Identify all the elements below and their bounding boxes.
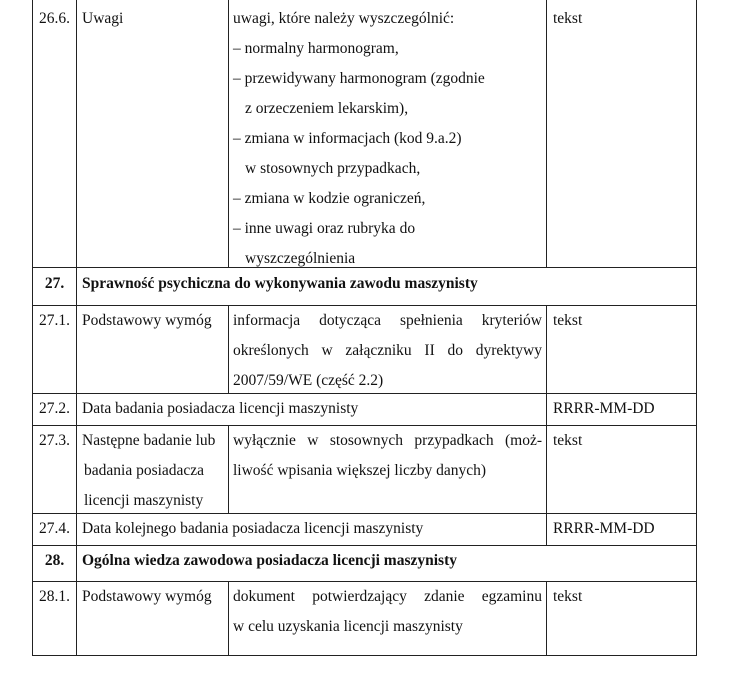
table-row xyxy=(33,582,696,656)
field-name-line: licencji maszynisty xyxy=(84,492,204,509)
field-name: Podstawowy wymóg xyxy=(77,306,229,393)
field-name-line: badania posiadacza xyxy=(84,462,205,479)
field-description xyxy=(229,582,547,656)
field-name: Podstawowy wymóg xyxy=(77,582,229,656)
field-name: Data kolejnego badania posiadacza licencji maszynisty xyxy=(77,514,547,545)
field-name: Uwagi xyxy=(77,0,229,267)
description-line: – zmiana w kodzie ograniczeń, xyxy=(233,190,426,207)
field-description xyxy=(229,426,547,513)
row-number: 27.1. xyxy=(33,306,77,393)
field-description xyxy=(229,306,547,393)
description-line: w celu uzyskania licencji maszynisty xyxy=(233,618,463,635)
field-type: tekst xyxy=(553,10,583,27)
row-number: 27.3. xyxy=(33,426,77,513)
row-number: 28.1. xyxy=(33,582,77,656)
field-name: Data badania posiadacza licencji maszynisty xyxy=(77,394,547,425)
table-row xyxy=(33,514,696,546)
description-line: wyszczególnienia xyxy=(245,250,356,267)
description-line: liwość wpisania większej liczby danych) xyxy=(233,462,487,479)
section-heading-row xyxy=(33,546,696,582)
section-heading: Ogólna wiedza zawodowa posiadacza licencji maszynisty xyxy=(82,552,457,569)
field-type: RRRR-MM-DD xyxy=(553,400,655,417)
requirements-table xyxy=(32,0,697,656)
table-row xyxy=(33,426,696,514)
description-line: określonych w załączniku II do dyrektywy xyxy=(233,342,542,359)
table-row xyxy=(33,0,696,268)
description-line: – zmiana w informacjach (kod 9.a.2) xyxy=(233,130,462,147)
field-type: tekst xyxy=(553,312,583,329)
section-number: 27. xyxy=(33,268,77,305)
field-description xyxy=(229,0,547,267)
description-line: – przewidywany harmonogram (zgodnie xyxy=(233,70,485,87)
field-type: RRRR-MM-DD xyxy=(553,520,655,537)
row-number: 27.2. xyxy=(33,394,77,425)
description-line: w stosownych przypadkach, xyxy=(245,160,421,177)
section-heading-row xyxy=(33,268,696,306)
description-line: wyłącznie w stosownych przypadkach (moż- xyxy=(233,432,542,449)
section-heading: Sprawność psychiczna do wykonywania zawodu maszynisty xyxy=(82,275,478,292)
description-line: uwagi, które należy wyszczególnić: xyxy=(233,10,455,27)
row-number: 27.4. xyxy=(33,514,77,545)
row-number: 26.6. xyxy=(33,0,77,267)
description-line: – inne uwagi oraz rubryka do xyxy=(233,220,416,237)
description-line: dokument potwierdzający zdanie egzaminu xyxy=(233,588,542,605)
description-line: 2007/59/WE (część 2.2) xyxy=(233,372,384,389)
description-line: informacja dotycząca spełnienia kryteriów xyxy=(233,312,542,329)
section-number: 28. xyxy=(33,546,77,581)
field-name-line: Następne badanie lub xyxy=(82,432,216,449)
description-line: z orzeczeniem lekarskim), xyxy=(245,100,409,117)
table-row xyxy=(33,394,696,426)
field-type: tekst xyxy=(553,432,583,449)
field-name xyxy=(77,426,229,513)
table-row xyxy=(33,306,696,394)
field-type: tekst xyxy=(553,588,583,605)
description-line: – normalny harmonogram, xyxy=(233,40,399,57)
